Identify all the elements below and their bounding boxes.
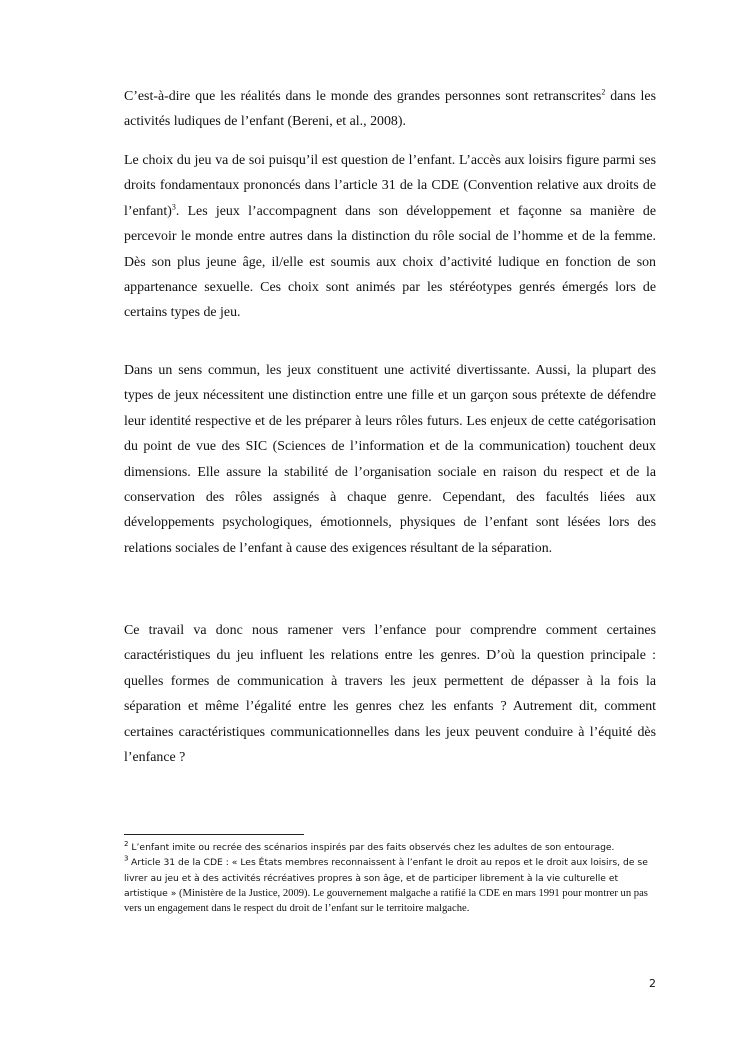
footnote-ref-3: 3 <box>171 202 176 212</box>
footnote-2-text: L’enfant imite ou recrée des scénarios inspirés par des faits observés chez les adultes de son entourage. <box>131 842 615 853</box>
footnote-separator <box>124 834 304 835</box>
paragraph-2 <box>124 148 656 326</box>
footnote-2-number: 2 <box>124 839 129 848</box>
footnote-2 <box>124 840 656 855</box>
footnotes <box>124 840 656 916</box>
footnote-3-number: 3 <box>124 854 129 863</box>
footnote-ref-2: 2 <box>601 87 606 97</box>
paragraph-2-text-start: Le choix du jeu va de soi puisqu’il est question de l’enfant. L’accès aux loisirs figure parmi ses droits fondamentaux prononcés dans l’article 31 de la CDE (Convention relative aux droits de l’enfant) <box>124 153 656 219</box>
paragraph-3: Dans un sens commun, les jeux constituent une activité divertissante. Aussi, la plupart des types de jeux nécessitent une distinction entre une fille et un garçon sous prétexte de défendre leur identité respective et de les préparer à leurs rôles futurs. Les enjeux de cette catégorisation du point de vue des SIC (Sciences de l’information et de la communication) touchent deux dimensions. Elle assure la stabilité de l’organisation sociale en raison du respect et de la conservation des rôles assignés à chaque genre. Cependant, des facultés liées aux développements psychologiques, émotionnels, physiques de l’enfant sont lésées lors des relations sociales de l’enfant à cause des exigences résultant de la séparation. <box>124 363 656 556</box>
paragraph-1-text-start: C’est-à-dire que les réalités dans le monde des grandes personnes sont retranscrites <box>124 89 602 104</box>
footnote-3-text: (Ministère de la Justice, 2009). Le gouvernement malgache a ratifié la CDE en mars 1991 pour montrer un pas vers un engagement dans le respect du droit de l’enfant sur le territoire malgache. <box>124 887 648 915</box>
paragraph-2-text-end: . Les jeux l’accompagnent dans son développement et façonne sa manière de percevoir le monde entre autres dans la distinction du rôle social de l’homme et de la femme. Dès son plus jeune âge, il/elle est soumis aux choix d’activité ludique en fonction de son appartenance sexuelle. Ces choix sont animés par les stéréotypes genrés émergés lors de certains types de jeu. <box>124 203 656 321</box>
page-number: 2 <box>649 977 656 990</box>
footnote-3-quote: Article 31 de la CDE : « Les États membres reconnaissent à l’enfant le droit au repos et le droit aux loisirs, de se livrer au jeu et à des activités récréatives propres à son âge, et de participer librement à la vie culturelle et artistique » <box>124 857 648 899</box>
paragraph-1-text-end: dans les activités ludiques de l’enfant (Bereni, et al., 2008). <box>124 89 656 130</box>
footnote-3 <box>124 855 656 916</box>
paragraph-4: Ce travail va donc nous ramener vers l’enfance pour comprendre comment certaines caractéristiques du jeu influent les relations entre les genres. D’où la question principale : quelles formes de communication à travers les jeux permettent de dépasser à la fois la séparation et même l’égalité entre les genres chez les enfants ? Autrement dit, comment certaines caractéristiques communicationnelles dans les jeux peuvent conduire à l’équité dès l’enfance ? <box>124 623 656 766</box>
paragraph-1 <box>124 84 656 135</box>
